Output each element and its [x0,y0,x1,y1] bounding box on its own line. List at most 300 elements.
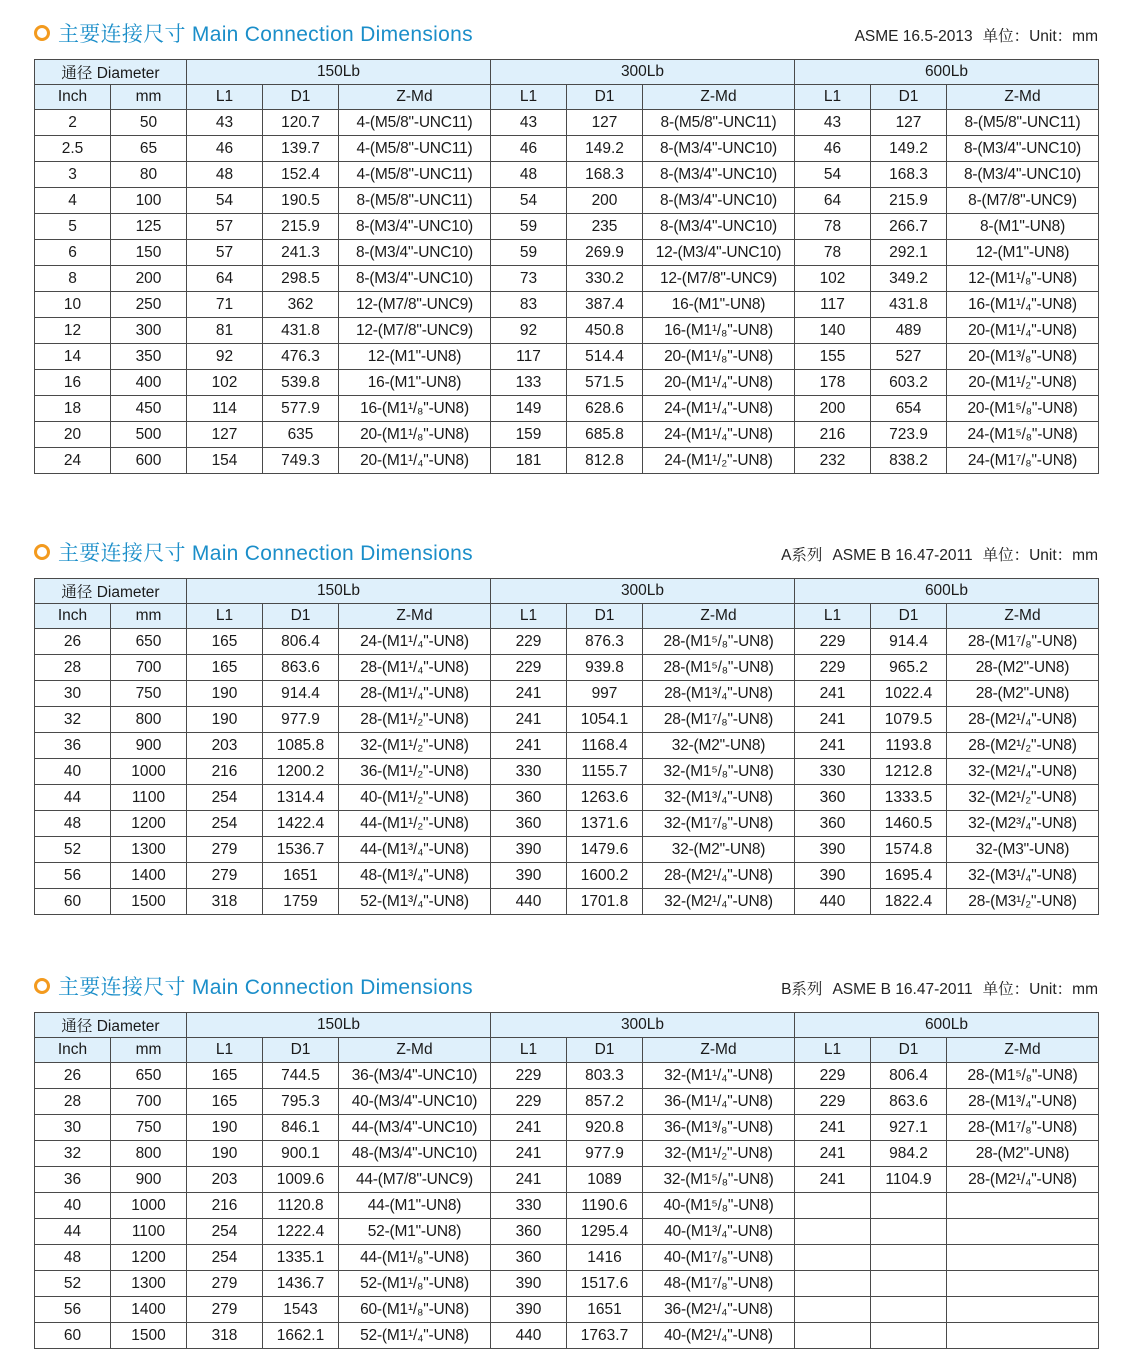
cell-zmd-300lb: 32-(M2"-UN8) [643,733,795,759]
header-zmd: Z-Md [339,85,491,110]
cell-l1-150lb: 318 [187,1323,263,1349]
cell-l1-300lb: 241 [491,681,567,707]
cell-d1-300lb: 450.8 [567,318,643,344]
header-group-150lb: 150Lb [187,1013,491,1038]
cell-d1-150lb: 863.6 [263,655,339,681]
cell-l1-600lb: 440 [795,889,871,915]
cell-d1-150lb: 749.3 [263,448,339,474]
cell-inch: 2.5 [35,136,111,162]
cell-l1-300lb: 360 [491,811,567,837]
cell-l1-600lb: 229 [795,629,871,655]
standard-text-part: ASME B 16.47-2011 [832,547,973,564]
section-title: 主要连接尺寸 Main Connection Dimensions [58,23,473,46]
cell-l1-600lb: 46 [795,136,871,162]
cell-d1-300lb: 812.8 [567,448,643,474]
cell-d1-600lb: 984.2 [871,1141,947,1167]
standard-text-part: A系列 [781,547,823,564]
cell-mm: 300 [111,318,187,344]
cell-d1-600lb: 603.2 [871,370,947,396]
cell-l1-150lb: 81 [187,318,263,344]
cell-l1-300lb: 330 [491,1193,567,1219]
cell-zmd-300lb: 32-(M1¹/₄"-UN8) [643,1063,795,1089]
cell-zmd-300lb: 36-(M1¹/₄"-UN8) [643,1089,795,1115]
section-heading [0,967,1125,1007]
cell-zmd-150lb: 12-(M1"-UN8) [339,344,491,370]
cell-zmd-600lb: 20-(M1⁵/₈"-UN8) [947,396,1099,422]
cell-zmd-300lb: 40-(M2¹/₄"-UN8) [643,1323,795,1349]
cell-l1-300lb: 360 [491,1219,567,1245]
cell-mm: 1000 [111,1193,187,1219]
cell-zmd-150lb: 44-(M7/8"-UNC9) [339,1167,491,1193]
cell-inch: 5 [35,214,111,240]
cell-zmd-300lb: 36-(M2¹/₄"-UN8) [643,1297,795,1323]
header-row-groups [35,579,1099,604]
cell-d1-300lb: 1416 [567,1245,643,1271]
cell-mm: 1200 [111,1245,187,1271]
table-row [35,422,1099,448]
cell-l1-150lb: 279 [187,837,263,863]
header-zmd: Z-Md [643,604,795,629]
header-mm: mm [111,1038,187,1063]
cell-zmd-600lb: 20-(M1¹/₄"-UN8) [947,318,1099,344]
cell-l1-300lb: 330 [491,759,567,785]
cell-d1-300lb: 1168.4 [567,733,643,759]
cell-inch: 28 [35,655,111,681]
header-diameter: 通径 Diameter [35,1013,187,1038]
cell-l1-300lb: 83 [491,292,567,318]
cell-d1-600lb: 215.9 [871,188,947,214]
cell-inch: 36 [35,733,111,759]
cell-l1-300lb: 440 [491,889,567,915]
cell-zmd-150lb: 16-(M1¹/₈"-UN8) [339,396,491,422]
cell-l1-150lb: 48 [187,162,263,188]
cell-d1-300lb: 1089 [567,1167,643,1193]
cell-l1-600lb [795,1297,871,1323]
cell-zmd-600lb: 8-(M1"-UN8) [947,214,1099,240]
cell-zmd-600lb: 16-(M1¹/₄"-UN8) [947,292,1099,318]
table-row [35,370,1099,396]
cell-mm: 650 [111,629,187,655]
cell-d1-150lb: 1120.8 [263,1193,339,1219]
cell-zmd-600lb [947,1193,1099,1219]
cell-d1-150lb: 1422.4 [263,811,339,837]
table-row [35,629,1099,655]
table-row [35,1141,1099,1167]
table-row [35,1115,1099,1141]
cell-l1-150lb: 254 [187,1219,263,1245]
cell-inch: 40 [35,759,111,785]
cell-zmd-600lb: 28-(M2¹/₄"-UN8) [947,707,1099,733]
cell-d1-150lb: 1085.8 [263,733,339,759]
cell-d1-300lb: 803.3 [567,1063,643,1089]
cell-d1-150lb: 635 [263,422,339,448]
cell-d1-600lb: 838.2 [871,448,947,474]
cell-l1-150lb: 92 [187,344,263,370]
cell-l1-150lb: 216 [187,1193,263,1219]
cell-zmd-300lb: 40-(M1⁵/₈"-UN8) [643,1193,795,1219]
cell-mm: 450 [111,396,187,422]
cell-zmd-150lb: 48-(M3/4"-UNC10) [339,1141,491,1167]
cell-inch: 3 [35,162,111,188]
cell-zmd-300lb: 24-(M1¹/₄"-UN8) [643,422,795,448]
cell-zmd-600lb: 20-(M1³/₈"-UN8) [947,344,1099,370]
cell-l1-150lb: 216 [187,759,263,785]
cell-d1-150lb: 1662.1 [263,1323,339,1349]
table-body [35,629,1099,915]
cell-zmd-300lb: 8-(M3/4"-UNC10) [643,188,795,214]
header-l1: L1 [491,85,567,110]
cell-d1-300lb: 1479.6 [567,837,643,863]
header-zmd: Z-Md [947,85,1099,110]
cell-d1-300lb: 876.3 [567,629,643,655]
cell-d1-150lb: 431.8 [263,318,339,344]
header-group-150lb: 150Lb [187,579,491,604]
cell-mm: 700 [111,655,187,681]
cell-d1-600lb: 168.3 [871,162,947,188]
cell-l1-150lb: 165 [187,1063,263,1089]
cell-l1-300lb: 390 [491,837,567,863]
header-diameter: 通径 Diameter [35,60,187,85]
cell-zmd-600lb: 12-(M1¹/₈"-UN8) [947,266,1099,292]
cell-l1-300lb: 360 [491,785,567,811]
table-row [35,1323,1099,1349]
cell-l1-300lb: 241 [491,733,567,759]
cell-d1-600lb: 1022.4 [871,681,947,707]
cell-l1-300lb: 229 [491,1089,567,1115]
cell-l1-150lb: 43 [187,110,263,136]
cell-d1-600lb: 266.7 [871,214,947,240]
cell-inch: 36 [35,1167,111,1193]
cell-mm: 1300 [111,837,187,863]
cell-l1-300lb: 73 [491,266,567,292]
cell-zmd-600lb: 32-(M3¹/₄"-UN8) [947,863,1099,889]
cell-zmd-300lb: 36-(M1³/₈"-UN8) [643,1115,795,1141]
cell-d1-150lb: 577.9 [263,396,339,422]
cell-zmd-150lb: 20-(M1¹/₈"-UN8) [339,422,491,448]
cell-l1-150lb: 254 [187,1245,263,1271]
cell-d1-300lb: 149.2 [567,136,643,162]
cell-zmd-600lb [947,1323,1099,1349]
cell-zmd-600lb: 28-(M2"-UN8) [947,681,1099,707]
cell-l1-600lb: 241 [795,681,871,707]
cell-l1-600lb: 390 [795,863,871,889]
cell-zmd-300lb: 32-(M1¹/₂"-UN8) [643,1141,795,1167]
cell-d1-150lb: 120.7 [263,110,339,136]
cell-zmd-150lb: 52-(M1¹/₄"-UN8) [339,1323,491,1349]
table-row [35,1245,1099,1271]
cell-d1-150lb: 152.4 [263,162,339,188]
cell-d1-300lb: 1190.6 [567,1193,643,1219]
header-l1: L1 [491,604,567,629]
cell-zmd-300lb: 28-(M2¹/₄"-UN8) [643,863,795,889]
cell-l1-300lb: 181 [491,448,567,474]
cell-l1-150lb: 154 [187,448,263,474]
cell-inch: 18 [35,396,111,422]
cell-d1-300lb: 168.3 [567,162,643,188]
cell-mm: 1300 [111,1271,187,1297]
cell-d1-600lb: 1574.8 [871,837,947,863]
cell-l1-150lb: 279 [187,863,263,889]
cell-mm: 1500 [111,889,187,915]
cell-d1-600lb: 1104.9 [871,1167,947,1193]
table-row [35,655,1099,681]
cell-zmd-150lb: 4-(M5/8"-UNC11) [339,162,491,188]
cell-l1-300lb: 440 [491,1323,567,1349]
cell-mm: 1100 [111,1219,187,1245]
cell-d1-300lb: 514.4 [567,344,643,370]
cell-l1-600lb: 330 [795,759,871,785]
cell-l1-300lb: 241 [491,707,567,733]
cell-zmd-300lb: 8-(M3/4"-UNC10) [643,214,795,240]
cell-d1-150lb: 914.4 [263,681,339,707]
cell-l1-150lb: 165 [187,1089,263,1115]
cell-d1-600lb: 806.4 [871,1063,947,1089]
cell-zmd-300lb: 8-(M5/8"-UNC11) [643,110,795,136]
cell-zmd-150lb: 60-(M1¹/₈"-UN8) [339,1297,491,1323]
cell-zmd-300lb: 8-(M3/4"-UNC10) [643,136,795,162]
header-row-groups [35,1013,1099,1038]
cell-d1-150lb: 795.3 [263,1089,339,1115]
header-l1: L1 [795,604,871,629]
table-row [35,1063,1099,1089]
cell-inch: 40 [35,1193,111,1219]
cell-inch: 28 [35,1089,111,1115]
table-row [35,811,1099,837]
cell-d1-300lb: 1651 [567,1297,643,1323]
cell-zmd-600lb: 32-(M2¹/₄"-UN8) [947,759,1099,785]
cell-d1-300lb: 269.9 [567,240,643,266]
cell-zmd-150lb: 12-(M7/8"-UNC9) [339,318,491,344]
header-group-150lb: 150Lb [187,60,491,85]
cell-inch: 44 [35,1219,111,1245]
cell-d1-300lb: 1054.1 [567,707,643,733]
cell-zmd-600lb: 28-(M2¹/₂"-UN8) [947,733,1099,759]
cell-mm: 80 [111,162,187,188]
header-group-300lb: 300Lb [491,579,795,604]
cell-inch: 8 [35,266,111,292]
cell-l1-600lb: 78 [795,240,871,266]
cell-d1-300lb: 997 [567,681,643,707]
table-row [35,1193,1099,1219]
cell-mm: 50 [111,110,187,136]
cell-zmd-150lb: 52-(M1"-UN8) [339,1219,491,1245]
cell-mm: 1000 [111,759,187,785]
table-row [35,681,1099,707]
cell-d1-600lb: 127 [871,110,947,136]
cell-d1-150lb: 1314.4 [263,785,339,811]
dimensions-section-series-b [0,967,1125,1344]
cell-d1-600lb: 349.2 [871,266,947,292]
cell-d1-150lb: 1009.6 [263,1167,339,1193]
cell-l1-600lb [795,1323,871,1349]
cell-d1-150lb: 1222.4 [263,1219,339,1245]
cell-d1-150lb: 190.5 [263,188,339,214]
header-inch: Inch [35,85,111,110]
cell-l1-150lb: 190 [187,1141,263,1167]
cell-zmd-150lb: 44-(M1³/₄"-UN8) [339,837,491,863]
cell-l1-300lb: 390 [491,863,567,889]
cell-zmd-600lb: 28-(M1⁵/₈"-UN8) [947,1063,1099,1089]
cell-l1-600lb [795,1219,871,1245]
cell-d1-300lb: 977.9 [567,1141,643,1167]
cell-l1-300lb: 229 [491,1063,567,1089]
cell-d1-150lb: 1543 [263,1297,339,1323]
cell-d1-150lb: 1536.7 [263,837,339,863]
cell-l1-300lb: 390 [491,1297,567,1323]
cell-inch: 6 [35,240,111,266]
dimensions-table [34,1012,1099,1349]
cell-inch: 26 [35,629,111,655]
cell-zmd-150lb: 40-(M3/4"-UNC10) [339,1089,491,1115]
cell-d1-600lb: 489 [871,318,947,344]
cell-zmd-300lb: 32-(M2¹/₄"-UN8) [643,889,795,915]
header-group-300lb: 300Lb [491,60,795,85]
header-zmd: Z-Md [643,85,795,110]
cell-zmd-300lb: 32-(M2"-UN8) [643,837,795,863]
cell-l1-150lb: 57 [187,214,263,240]
cell-d1-300lb: 857.2 [567,1089,643,1115]
dimensions-section-class-b16-5 [0,14,1125,469]
cell-inch: 52 [35,1271,111,1297]
cell-d1-150lb: 1335.1 [263,1245,339,1271]
cell-l1-300lb: 59 [491,214,567,240]
cell-l1-150lb: 64 [187,266,263,292]
cell-d1-300lb: 387.4 [567,292,643,318]
cell-zmd-600lb: 32-(M2³/₄"-UN8) [947,811,1099,837]
cell-d1-300lb: 1517.6 [567,1271,643,1297]
cell-l1-600lb: 241 [795,1141,871,1167]
header-l1: L1 [795,85,871,110]
header-zmd: Z-Md [339,1038,491,1063]
table-row [35,837,1099,863]
cell-zmd-300lb: 20-(M1¹/₄"-UN8) [643,370,795,396]
cell-zmd-600lb: 28-(M1⁷/₈"-UN8) [947,1115,1099,1141]
cell-l1-300lb: 390 [491,1271,567,1297]
standard-text-part: 单位：Unit：mm [982,981,1098,998]
standard-text-part: ASME B 16.47-2011 [832,981,973,998]
standard-text-part: 单位：Unit：mm [982,28,1098,45]
cell-zmd-150lb: 48-(M1³/₄"-UN8) [339,863,491,889]
cell-inch: 60 [35,889,111,915]
cell-zmd-300lb: 48-(M1⁷/₈"-UN8) [643,1271,795,1297]
cell-inch: 30 [35,1115,111,1141]
cell-zmd-150lb: 28-(M1¹/₄"-UN8) [339,681,491,707]
table-row [35,318,1099,344]
cell-zmd-600lb: 8-(M5/8"-UNC11) [947,110,1099,136]
cell-zmd-150lb: 8-(M5/8"-UNC11) [339,188,491,214]
cell-l1-300lb: 149 [491,396,567,422]
header-d1: D1 [871,85,947,110]
cell-mm: 900 [111,1167,187,1193]
cell-d1-300lb: 1600.2 [567,863,643,889]
cell-zmd-150lb: 36-(M1¹/₂"-UN8) [339,759,491,785]
header-d1: D1 [263,1038,339,1063]
header-row-columns [35,1038,1099,1063]
header-l1: L1 [187,604,263,629]
cell-d1-600lb [871,1245,947,1271]
cell-d1-300lb: 628.6 [567,396,643,422]
cell-l1-300lb: 54 [491,188,567,214]
section-title: 主要连接尺寸 Main Connection Dimensions [58,542,473,565]
bullet-ring-icon [34,978,50,994]
header-d1: D1 [567,604,643,629]
cell-l1-300lb: 241 [491,1115,567,1141]
cell-d1-150lb: 1436.7 [263,1271,339,1297]
cell-zmd-150lb: 12-(M7/8"-UNC9) [339,292,491,318]
cell-d1-600lb [871,1297,947,1323]
cell-zmd-150lb: 8-(M3/4"-UNC10) [339,266,491,292]
cell-d1-150lb: 1200.2 [263,759,339,785]
cell-zmd-150lb: 44-(M3/4"-UNC10) [339,1115,491,1141]
cell-zmd-300lb: 8-(M3/4"-UNC10) [643,162,795,188]
cell-inch: 12 [35,318,111,344]
cell-zmd-150lb: 44-(M1¹/₂"-UN8) [339,811,491,837]
table-row [35,759,1099,785]
table-row [35,136,1099,162]
cell-l1-600lb: 360 [795,785,871,811]
table-row [35,162,1099,188]
cell-l1-150lb: 102 [187,370,263,396]
header-l1: L1 [187,85,263,110]
cell-l1-150lb: 254 [187,811,263,837]
cell-d1-600lb: 431.8 [871,292,947,318]
cell-d1-600lb: 1822.4 [871,889,947,915]
cell-mm: 400 [111,370,187,396]
cell-inch: 30 [35,681,111,707]
cell-l1-150lb: 71 [187,292,263,318]
cell-d1-150lb: 977.9 [263,707,339,733]
cell-d1-150lb: 1651 [263,863,339,889]
cell-l1-600lb: 78 [795,214,871,240]
cell-zmd-600lb: 28-(M2¹/₄"-UN8) [947,1167,1099,1193]
cell-l1-300lb: 46 [491,136,567,162]
cell-inch: 56 [35,863,111,889]
header-d1: D1 [263,85,339,110]
cell-zmd-600lb [947,1297,1099,1323]
cell-zmd-600lb: 28-(M2"-UN8) [947,1141,1099,1167]
cell-l1-150lb: 254 [187,785,263,811]
cell-d1-150lb: 215.9 [263,214,339,240]
table-row [35,188,1099,214]
cell-inch: 48 [35,1245,111,1271]
cell-zmd-150lb: 40-(M1¹/₂"-UN8) [339,785,491,811]
cell-l1-600lb: 390 [795,837,871,863]
header-l1: L1 [187,1038,263,1063]
cell-mm: 1400 [111,863,187,889]
cell-l1-300lb: 133 [491,370,567,396]
cell-inch: 44 [35,785,111,811]
table-body [35,1063,1099,1349]
cell-zmd-600lb: 24-(M1⁷/₈"-UN8) [947,448,1099,474]
cell-mm: 900 [111,733,187,759]
cell-d1-150lb: 241.3 [263,240,339,266]
cell-d1-600lb [871,1323,947,1349]
cell-l1-600lb: 43 [795,110,871,136]
header-zmd: Z-Md [947,604,1099,629]
cell-d1-600lb [871,1193,947,1219]
cell-l1-600lb: 232 [795,448,871,474]
cell-l1-600lb [795,1271,871,1297]
cell-zmd-600lb: 12-(M1"-UN8) [947,240,1099,266]
cell-d1-150lb: 298.5 [263,266,339,292]
cell-zmd-300lb: 28-(M1⁵/₈"-UN8) [643,655,795,681]
table-row [35,266,1099,292]
header-group-300lb: 300Lb [491,1013,795,1038]
cell-mm: 250 [111,292,187,318]
table-row [35,863,1099,889]
cell-l1-600lb: 54 [795,162,871,188]
cell-d1-300lb: 1295.4 [567,1219,643,1245]
